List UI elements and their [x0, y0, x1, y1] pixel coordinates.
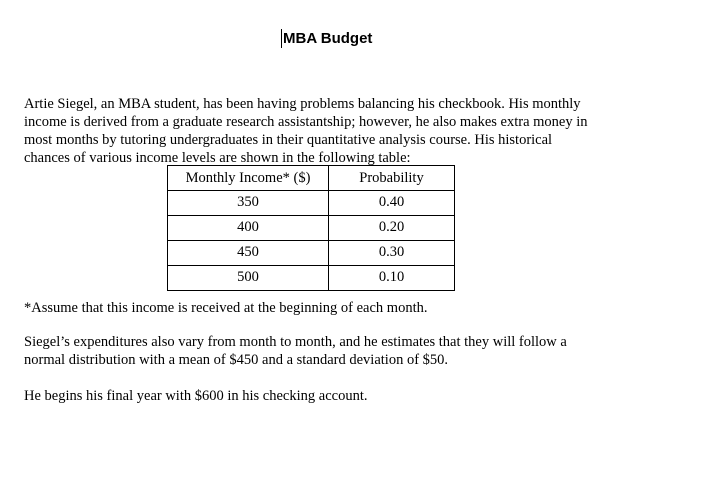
header-monthly-income: Monthly Income* ($) [168, 166, 329, 191]
probability-cell: 0.10 [329, 266, 455, 291]
income-cell: 500 [168, 266, 329, 291]
probability-cell: 0.20 [329, 216, 455, 241]
closing-paragraph: He begins his final year with $600 in his checking account. [24, 388, 368, 404]
expenditure-paragraph [24, 333, 624, 369]
text-cursor [281, 29, 282, 48]
intro-line: chances of various income levels are shown in the following table: [24, 150, 411, 166]
income-cell: 450 [168, 241, 329, 266]
income-footnote: *Assume that this income is received at the beginning of each month. [24, 300, 428, 316]
table-row [168, 266, 455, 291]
intro-line: Artie Siegel, an MBA student, has been having problems balancing his checkbook. His monthly [24, 96, 581, 112]
probability-cell: 0.40 [329, 191, 455, 216]
table-header-row [168, 166, 455, 191]
intro-line: income is derived from a graduate research assistantship; however, he also makes extra money in [24, 114, 588, 130]
expenditure-line: normal distribution with a mean of $450 and a standard deviation of $50. [24, 352, 449, 368]
probability-cell: 0.30 [329, 241, 455, 266]
table-row [168, 216, 455, 241]
income-cell: 400 [168, 216, 329, 241]
header-probability: Probability [329, 166, 455, 191]
expenditure-line: Siegel’s expenditures also vary from month to month, and he estimates that they will follow a [24, 334, 567, 350]
intro-paragraph [24, 95, 624, 167]
income-probability-table [167, 165, 455, 291]
intro-line: most months by tutoring undergraduates in their quantitative analysis course. His historical [24, 132, 553, 148]
income-cell: 350 [168, 191, 329, 216]
table-row [168, 191, 455, 216]
table-row [168, 241, 455, 266]
document-title: MBA Budget [283, 30, 373, 47]
